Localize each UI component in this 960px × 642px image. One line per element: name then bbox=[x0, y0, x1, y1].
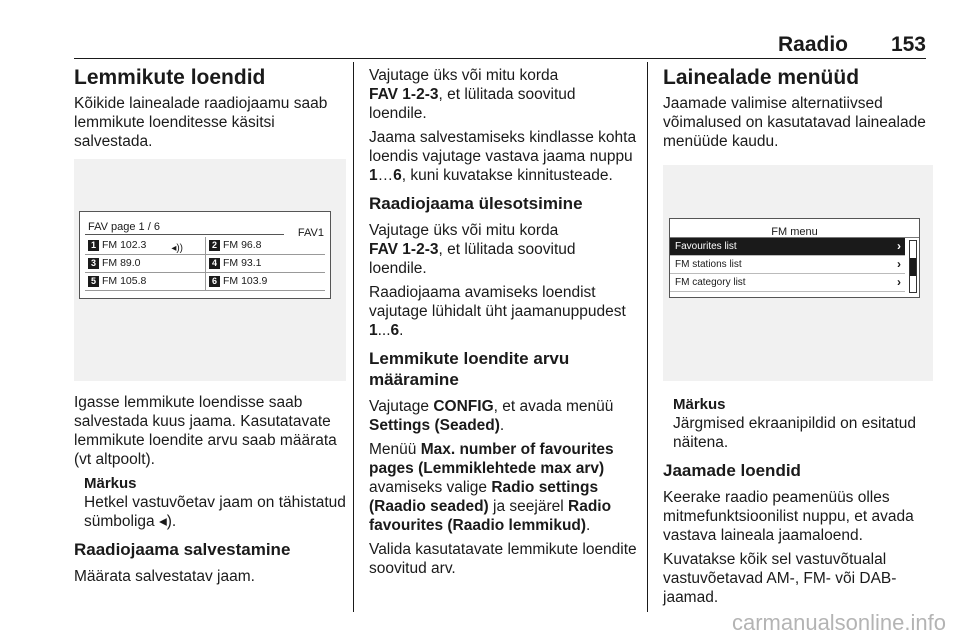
paragraph-fav-switch-2: Vajutage üks või mitu korda FAV 1-2-3, et lülitada soovitud loendile. bbox=[369, 222, 576, 277]
fav-station-3: 3 FM 89.0 bbox=[85, 255, 205, 273]
page-number: 153 bbox=[890, 33, 926, 56]
paragraph-store-station: Jaama salvestamiseks kindlasse kohta loendis vajutage vastava jaama nuppu 1…6, kuni kuvatakse kinnitusteade. bbox=[369, 129, 637, 184]
chevron-right-icon: › bbox=[897, 239, 901, 253]
fav-tag: FAV1 bbox=[297, 227, 324, 239]
favourites-count-paragraph: Igasse lemmikute loendisse saab salvestada kuus jaama. Kasutatavate lemmikute loendite arvu saab määrata (vt altpoolt). bbox=[74, 394, 337, 468]
note-block bbox=[84, 474, 346, 531]
station-lists-paragraph-1: Keerake raadio peamenüüs olles mitmefunktsioonilist nuppu, et avada vastava laineala jaamaloend. bbox=[663, 489, 914, 544]
fm-menu-figure bbox=[663, 165, 933, 381]
fav-page-label: FAV page 1 / 6 bbox=[88, 221, 160, 233]
column-2 bbox=[369, 66, 637, 583]
column-divider-1 bbox=[353, 62, 354, 612]
section-title-band-menus: Lainealade menüüd bbox=[663, 66, 860, 89]
fav-station-5: 5 FM 105.8 bbox=[85, 273, 205, 291]
fav-station-2: 2 FM 96.8 bbox=[205, 237, 325, 255]
fav-station-1: 1 FM 102.3 ◂)) bbox=[85, 237, 205, 255]
favourites-screen bbox=[79, 211, 331, 299]
subheading-fav-count: Lemmikute loendite arvu määramine bbox=[369, 349, 570, 389]
section-title: Lemmikute loendid bbox=[74, 66, 266, 89]
fav-station-grid bbox=[85, 237, 325, 291]
paragraph-menu-path: Menüü Max. number of favourites pages (Lemmiklehtede max arv) avamiseks valige Radio settings (Raadio seaded) ja seejärel Radio favourites (Raadio lemmikud). bbox=[369, 441, 614, 534]
note-title-2: Märkus bbox=[673, 396, 726, 413]
fav-station-6: 6 FM 103.9 bbox=[205, 273, 325, 291]
column-3 bbox=[663, 66, 933, 612]
speaker-icon: ◂) bbox=[158, 513, 172, 530]
note-text: Hetkel vastuvõetav jaam on tähistatud sümboliga ◂). bbox=[84, 494, 346, 530]
menu-scrollbar-thumb bbox=[910, 258, 916, 276]
chevron-right-icon: › bbox=[897, 275, 901, 289]
fm-menu-screen bbox=[669, 218, 920, 298]
menu-item-favourites-list: Favourites list › bbox=[670, 238, 905, 256]
station-lists-paragraph-2: Kuvatakse kõik sel vastuvõtualal vastuvõetavad AM-, FM- või DAB-jaamad. bbox=[663, 551, 897, 606]
paragraph-choose-count: Valida kasutatavate lemmikute loendite soovitud arv. bbox=[369, 541, 637, 577]
station-saving-paragraph: Määrata salvestatav jaam. bbox=[74, 568, 255, 585]
subheading-station-lists: Jaamade loendid bbox=[663, 461, 801, 480]
paragraph-config: Vajutage CONFIG, et avada menüü Settings (Seaded). bbox=[369, 398, 614, 434]
subheading-station-saving: Raadiojaama salvestamine bbox=[74, 540, 291, 559]
menu-scrollbar bbox=[909, 240, 917, 293]
fav-station-4: 4 FM 93.1 bbox=[205, 255, 325, 273]
menu-item-fm-stations-list: FM stations list › bbox=[670, 256, 905, 274]
page-header-section: Raadio bbox=[777, 33, 848, 56]
chevron-right-icon: › bbox=[897, 257, 901, 271]
note-block-2 bbox=[673, 395, 933, 452]
subheading-station-retrieve: Raadiojaama ülesotsimine bbox=[369, 194, 583, 213]
header-rule bbox=[74, 58, 926, 59]
note-text-2: Järgmised ekraanipildid on esitatud näitena. bbox=[673, 415, 916, 451]
fav-header-line bbox=[85, 234, 284, 235]
speaker-icon: ◂)) bbox=[171, 243, 183, 254]
column-divider-2 bbox=[647, 62, 648, 612]
column-1 bbox=[74, 66, 346, 591]
menu-item-fm-category-list: FM category list › bbox=[670, 274, 905, 292]
paragraph-fav-switch: Vajutage üks või mitu korda FAV 1-2-3, et lülitada soovitud loendile. bbox=[369, 67, 576, 122]
band-menus-intro: Jaamade valimise alternatiivsed võimalused on kasutatavad lainealade menüüde kaudu. bbox=[663, 95, 926, 150]
watermark: carmanualsonline.info bbox=[731, 610, 946, 635]
intro-paragraph: Kõikide lainealade raadiojaamu saab lemmikute loenditesse käsitsi salvestada. bbox=[74, 95, 328, 150]
note-title: Märkus bbox=[84, 475, 137, 492]
paragraph-open-station: Raadiojaama avamiseks loendist vajutage lühidalt üht jaamanuppudest 1...6. bbox=[369, 284, 626, 339]
favourites-screen-figure bbox=[74, 159, 346, 381]
fm-menu-title: FM menu bbox=[670, 219, 919, 238]
